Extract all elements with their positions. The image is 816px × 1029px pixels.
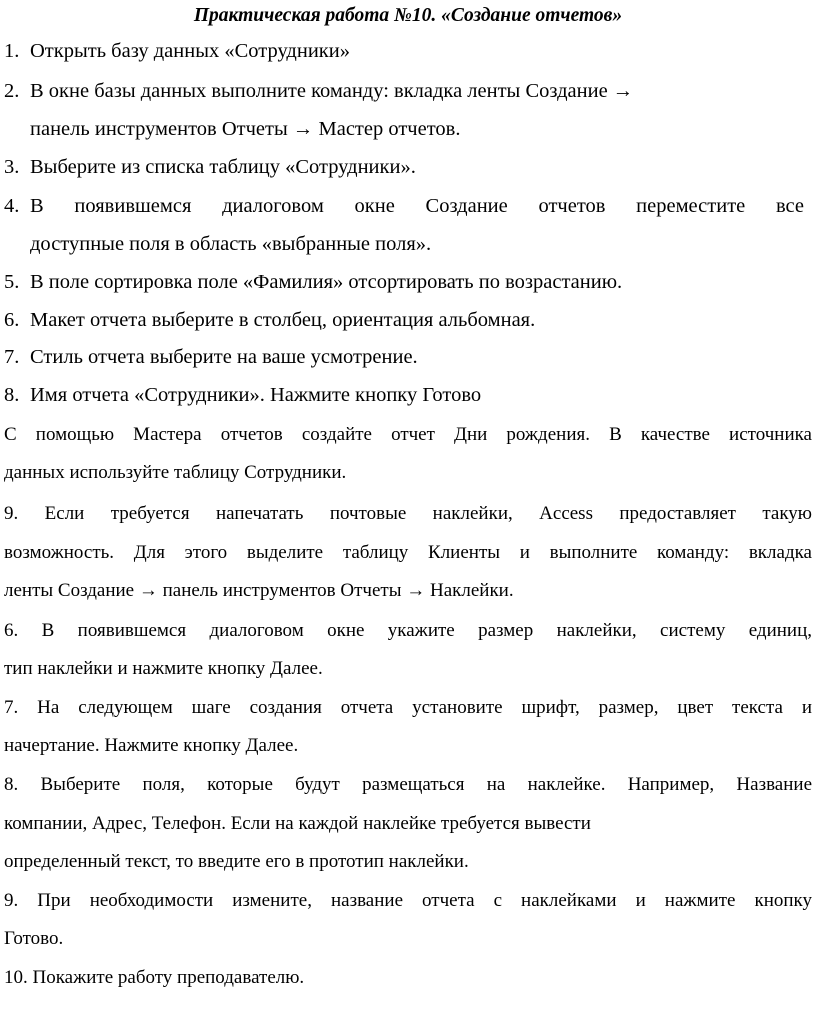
paragraph-font-step xyxy=(4,694,812,722)
step-text-continued: панель инструментов Отчеты → Мастер отчетов. xyxy=(30,118,461,140)
step-number: 3. xyxy=(4,156,20,178)
paragraph-line-wrap xyxy=(4,577,514,605)
paragraph-line: тип наклейки и нажмите кнопку Далее. xyxy=(4,658,323,679)
paragraph-label-size xyxy=(4,617,812,645)
step-number: 8. xyxy=(4,384,20,406)
step-text: Макет отчета выберите в столбец, ориентация альбомная. xyxy=(30,309,536,331)
paragraph-labels-intro xyxy=(4,500,812,528)
paragraph-line-wrap xyxy=(4,810,591,838)
paragraph-line: С помощью Мастера отчетов создайте отчет Дни рождения. В качестве источника xyxy=(4,424,812,445)
paragraph-line-wrap xyxy=(4,848,469,876)
step-text: В появившемся диалоговом окне Создание отчетов переместите все xyxy=(30,195,804,217)
paragraph-line: 9. Если требуется напечатать почтовые наклейки, Access предоставляет такую xyxy=(4,503,812,524)
paragraph-line: начертание. Нажмите кнопку Далее. xyxy=(4,735,299,756)
step-number: 4. xyxy=(4,195,20,217)
step-number: 6. xyxy=(4,309,20,331)
step-number: 1. xyxy=(4,40,20,62)
paragraph-line-wrap xyxy=(4,655,323,683)
paragraph-line-wrap xyxy=(4,925,63,953)
step-number: 5. xyxy=(4,271,20,293)
step-number: 2. xyxy=(4,80,20,102)
step-text: В окне базы данных выполните команду: вкладка ленты Создание → xyxy=(30,80,634,102)
paragraph-line: компании, Адрес, Телефон. Если на каждой наклейке требуется вывести xyxy=(4,813,591,834)
step-text: Имя отчета «Сотрудники». Нажмите кнопку Готово xyxy=(30,384,482,406)
paragraph-line-wrap xyxy=(4,459,346,487)
step-text: Стиль отчета выберите на ваше усмотрение. xyxy=(30,346,418,368)
paragraph-rename-step xyxy=(4,887,812,915)
paragraph-line: 9. При необходимости измените, название отчета с наклейками и нажмите кнопку xyxy=(4,890,812,911)
paragraph-line: Готово. xyxy=(4,928,64,949)
step-text: В поле сортировка поле «Фамилия» отсортировать по возрастанию. xyxy=(30,271,623,293)
paragraph-line: 7. На следующем шаге создания отчета установите шрифт, размер, цвет текста и xyxy=(4,697,812,718)
paragraph-line: возможность. Для этого выделите таблицу Клиенты и выполните команду: вкладка xyxy=(4,542,812,563)
paragraph-line: определенный текст, то введите его в прототип наклейки. xyxy=(4,851,469,872)
step-text: Открыть базу данных «Сотрудники» xyxy=(30,40,350,62)
paragraph-line-wrap xyxy=(4,539,812,567)
paragraph-report-birthdays xyxy=(4,421,812,449)
paragraph-fields-step xyxy=(4,771,812,799)
paragraph-line: 8. Выберите поля, которые будут размещаться на наклейке. Например, Название xyxy=(4,774,812,795)
paragraph-line: 6. В появившемся диалоговом окне укажите размер наклейки, систему единиц, xyxy=(4,620,812,641)
paragraph-line-wrap xyxy=(4,732,298,760)
step-number: 7. xyxy=(4,346,20,368)
page-title: Практическая работа №10. «Создание отчетов» xyxy=(193,5,623,26)
paragraph-final-step xyxy=(4,964,304,992)
paragraph-line: 10. Покажите работу преподавателю. xyxy=(4,967,305,988)
step-text: Выберите из списка таблицу «Сотрудники». xyxy=(30,156,416,178)
paragraph-line: ленты Создание → панель инструментов Отчеты → Наклейки. xyxy=(4,580,514,601)
paragraph-line: данных используйте таблицу Сотрудники. xyxy=(4,462,347,483)
step-text-continued: доступные поля в область «выбранные поля». xyxy=(30,233,432,255)
